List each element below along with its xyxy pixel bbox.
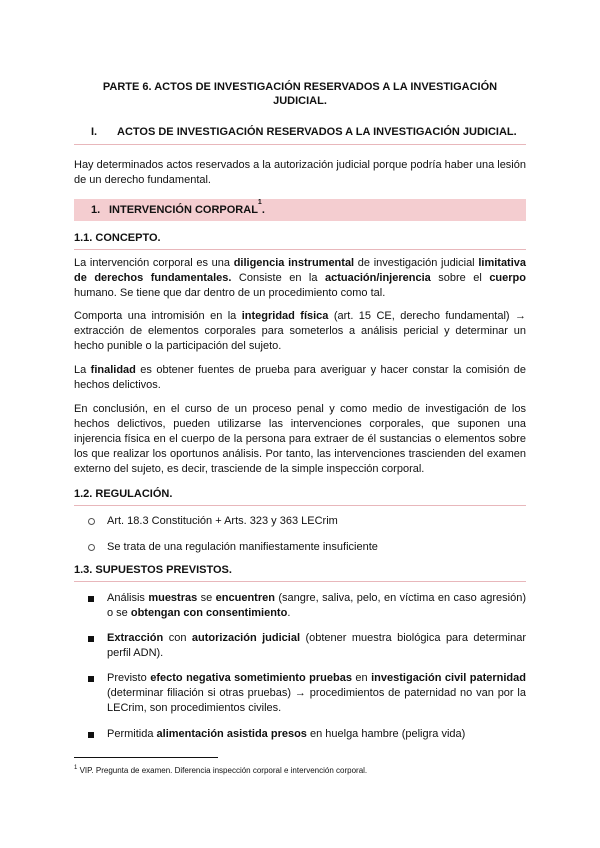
section-i-number: I.: [91, 126, 98, 138]
section-1-heading: [74, 199, 526, 221]
page-title-line1: PARTE 6. ACTOS DE INVESTIGACIÓN RESERVADOS A LA INVESTIGACIÓN: [102, 81, 498, 93]
circle-bullet-icon: [88, 518, 95, 525]
footnote-text: VIP. Pregunta de examen. Diferencia inspección corporal e intervención corporal.: [77, 766, 368, 775]
section-i-heading: [74, 122, 526, 145]
concepto-paragraph-2: Comporta una intromisión en la integridad física (art. 15 CE, derecho fundamental) → extracción de elementos corporales para someterlos a análisis pericial y determinar un hecho punible o la participación del sujeto.: [74, 310, 526, 352]
footnote-separator: [74, 757, 218, 758]
footnote-ref[interactable]: 1: [257, 199, 262, 206]
subheading-supuestos: 1.3. SUPUESTOS PREVISTOS.: [74, 562, 526, 582]
regulacion-item-2: Se trata de una regulación manifiestamente insuficiente: [90, 540, 526, 555]
subheading-concepto: 1.1. CONCEPTO.: [74, 230, 526, 250]
subheading-regulacion: 1.2. REGULACIÓN.: [74, 486, 526, 506]
section-1-number: 1.: [91, 204, 101, 216]
intro-paragraph: Hay determinados actos reservados a la autorización judicial porque podría haber una lesión de un derecho fundamental.: [74, 159, 526, 186]
square-bullet-icon: [88, 732, 94, 738]
square-bullet-icon: [88, 636, 94, 642]
square-bullet-icon: [88, 676, 94, 682]
square-bullet-icon: [88, 596, 94, 602]
concepto-paragraph-3: La finalidad es obtener fuentes de prueba para averiguar y hacer constar la comisión de hechos delictivos.: [74, 364, 526, 391]
concepto-paragraph-4: En conclusión, en el curso de un proceso penal y como medio de investigación de los hechos delictivos, pueden utilizarse las intervenciones corporales, que suponen una injerencia física en el cuerpo de la persona para extraer de él sustancias o elementos sobre los que realizar los oportunos análisis. Por tanto, las intervenciones trascienden del examen externo del sujeto, es decir, trasciende de la simple inspección corporal.: [74, 403, 526, 475]
supuestos-item-1: Análisis muestras se encuentren (sangre, saliva, pelo, en víctima en caso agresión) o se obtengan con consentimiento.: [90, 591, 526, 621]
supuestos-item-2: Extracción con autorización judicial (obtener muestra biológica para determinar perfil ADN).: [90, 631, 526, 661]
circle-bullet-icon: [88, 544, 95, 551]
footnote-number: 1: [74, 765, 78, 771]
regulacion-item-1: Art. 18.3 Constitución + Arts. 323 y 363 LECrim: [90, 514, 526, 529]
supuestos-item-4: Permitida alimentación asistida presos en huelga hambre (peligra vida): [90, 727, 526, 742]
supuestos-item-3: Previsto efecto negativa sometimiento pruebas en investigación civil paternidad (determinar filiación si otras pruebas) → procedimientos de paternidad no van por la LECrim, son procedimientos civiles.: [90, 671, 526, 716]
page-title: [90, 80, 510, 108]
page-title-line2: JUDICIAL.: [273, 95, 327, 107]
footnote: [74, 765, 526, 776]
section-1-title: INTERVENCIÓN CORPORAL$^1$.: [109, 199, 265, 216]
section-i-title: ACTOS DE INVESTIGACIÓN RESERVADOS A LA INVESTIGACIÓN JUDICIAL.: [117, 126, 517, 138]
concepto-paragraph-1: La intervención corporal es una diligencia instrumental de investigación judicial limitativa de derechos fundamentales. Consiste en la actuación/injerencia sobre el cuerpo humano. Se tiene que dar dentro de un procedimiento como tal.: [74, 257, 527, 299]
